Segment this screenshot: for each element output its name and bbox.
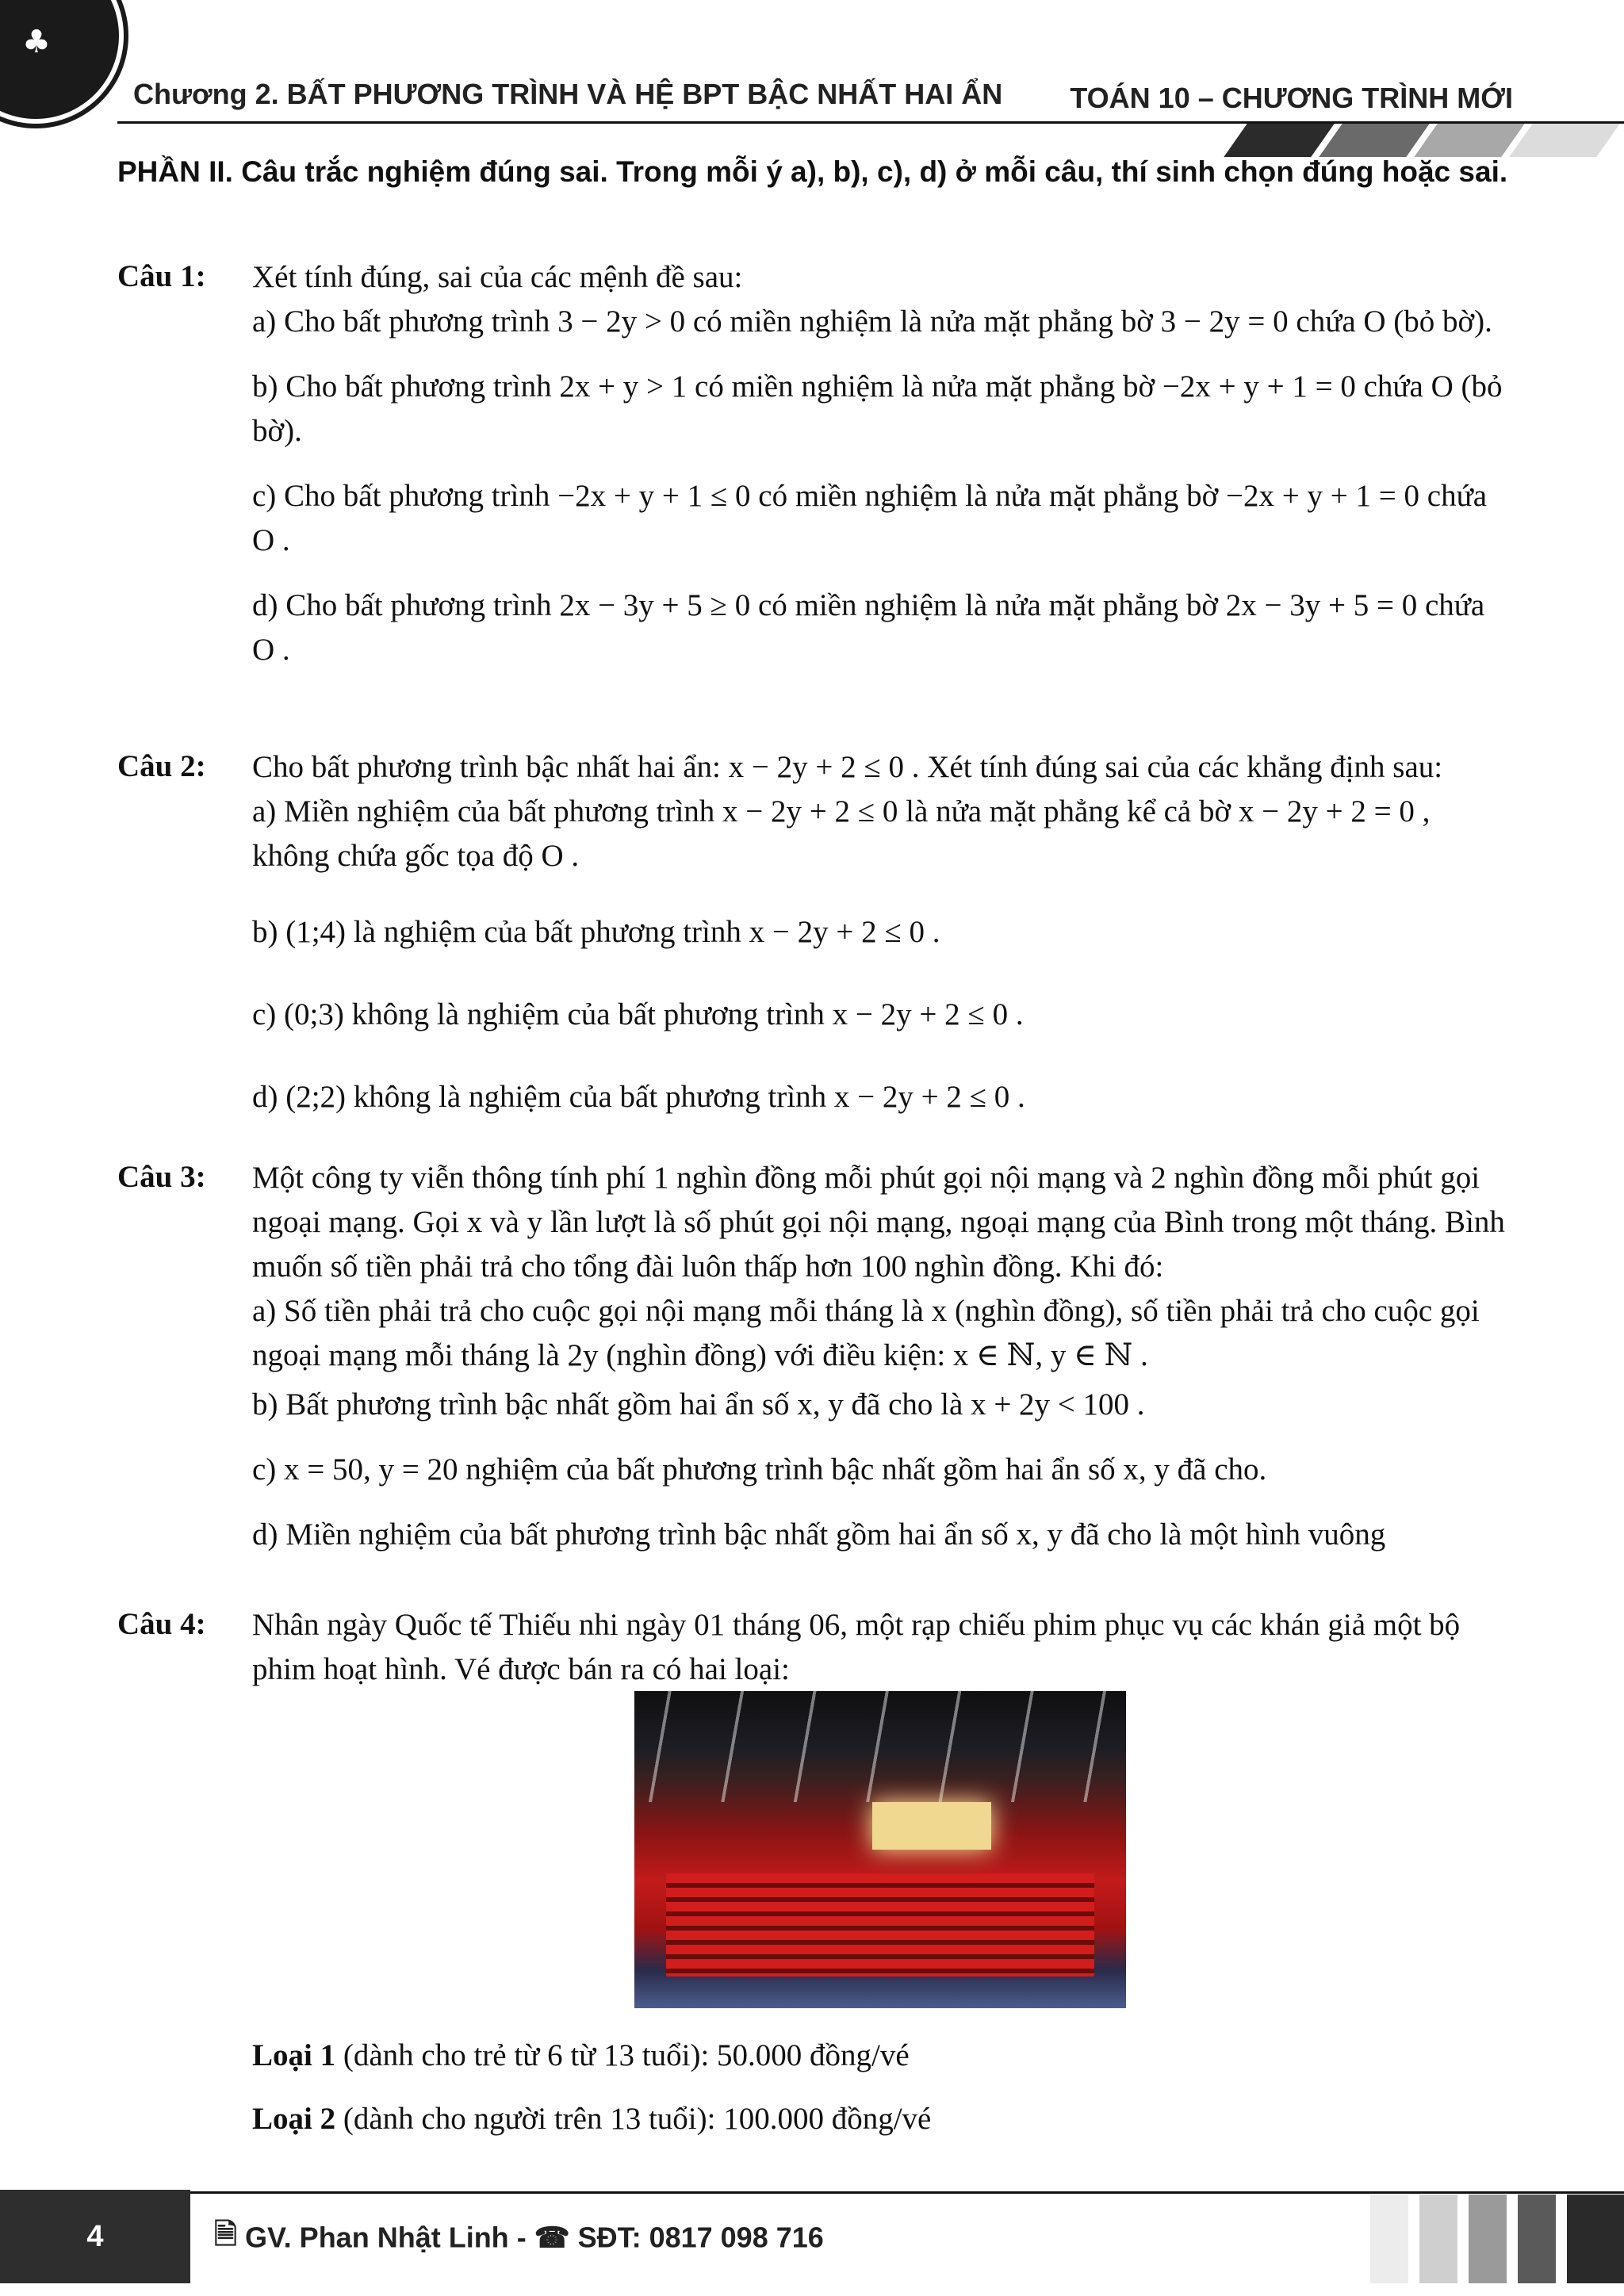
question-3-a: a) Số tiền phải trả cho cuộc gọi nội mạng mỗi tháng là x (nghìn đồng), số tiền phải trả cho cuộc gọi ngoại mạng mỗi tháng là 2y (nghìn đồng) với điều kiện: x ∈ ℕ, y ∈ ℕ . xyxy=(252,1294,1480,1372)
course-title: TOÁN 10 – CHƯƠNG TRÌNH MỚI xyxy=(1070,82,1513,114)
ticket-type-2 xyxy=(252,2097,1513,2141)
question-3-intro: Một công ty viễn thông tính phí 1 nghìn đồng mỗi phút gọi nội mạng và 2 nghìn đồng mỗi phút gọi ngoại mạng. Gọi x và y lần lượt là số phút gọi nội mạng, ngoại mạng của Bình trong một tháng. Bình muốn số tiền phải trả cho tổng đài luôn thấp hơn 100 nghìn đồng. Khi đó: xyxy=(252,1161,1505,1284)
tree-icon: ♣ xyxy=(22,24,51,60)
question-3-c: c) x = 50, y = 20 nghiệm của bất phương trình bậc nhất gồm hai ẩn số x, y đã cho. xyxy=(252,1452,1267,1487)
ticket-type-2-text: (dành cho người trên 13 tuổi): 100.000 đồng/vé xyxy=(343,2102,932,2136)
question-2-d: d) (2;2) không là nghiệm của bất phương trình x − 2y + 2 ≤ 0 . xyxy=(252,1080,1025,1114)
question-3 xyxy=(252,1156,1513,1578)
footer-blocks xyxy=(1370,2195,1624,2283)
question-2-b: b) (1;4) là nghiệm của bất phương trình x − 2y + 2 ≤ 0 . xyxy=(252,915,940,949)
question-2-intro: Cho bất phương trình bậc nhất hai ẩn: x − 2y + 2 ≤ 0 . Xét tính đúng sai của các khẳng định sau: xyxy=(252,750,1443,784)
question-1-label: Câu 1: xyxy=(117,259,206,293)
question-1-intro: Xét tính đúng, sai của các mệnh đề sau: xyxy=(252,260,743,294)
ticket-types xyxy=(252,2034,1513,2162)
footer-separator: - xyxy=(516,2221,527,2254)
question-1-b: b) Cho bất phương trình 2x + y > 1 có miền nghiệm là nửa mặt phẳng bờ −2x + y + 1 = 0 chứa O (bỏ bờ). xyxy=(252,369,1503,448)
footer-phone: SĐT: 0817 098 716 xyxy=(577,2221,824,2254)
question-4-label: Câu 4: xyxy=(117,1607,206,1641)
question-1-d: d) Cho bất phương trình 2x − 3y + 5 ≥ 0 có miền nghiệm là nửa mặt phẳng bờ 2x − 3y + 5 = 0 chứa O . xyxy=(252,588,1485,667)
footer-author: GV. Phan Nhật Linh xyxy=(244,2221,509,2254)
question-1-c: c) Cho bất phương trình −2x + y + 1 ≤ 0 có miền nghiệm là nửa mặt phẳng bờ −2x + y + 1 = 0 chứa O . xyxy=(252,479,1488,557)
question-3-label: Câu 3: xyxy=(117,1160,206,1194)
question-3-b: b) Bất phương trình bậc nhất gồm hai ẩn số x, y đã cho là x + 2y < 100 . xyxy=(252,1387,1145,1422)
footer-info xyxy=(214,2214,824,2262)
phone-icon: ☎ xyxy=(534,2221,570,2254)
question-2-c: c) (0;3) không là nghiệm của bất phương trình x − 2y + 2 ≤ 0 . xyxy=(252,997,1024,1031)
cinema-hall-image xyxy=(634,1691,1126,2008)
ticket-type-1-label: Loại 1 xyxy=(252,2038,336,2072)
ticket-type-1-text: (dành cho trẻ từ 6 từ 13 tuổi): 50.000 đồng/vé xyxy=(343,2038,910,2072)
question-2-label: Câu 2: xyxy=(117,749,206,783)
ticket-type-1 xyxy=(252,2034,1513,2078)
question-4-intro: Nhân ngày Quốc tế Thiếu nhi ngày 01 tháng 06, một rạp chiếu phim phục vụ các khán giả một bộ phim hoạt hình. Vé được bán ra có hai loại: xyxy=(252,1608,1461,1686)
question-2-a: a) Miền nghiệm của bất phương trình x − 2y + 2 ≤ 0 là nửa mặt phẳng kể cả bờ x − 2y + 2 = 0 , không chứa gốc tọa độ O . xyxy=(252,794,1431,873)
page-number: 4 xyxy=(0,2190,190,2283)
ceiling-lights xyxy=(634,1691,1126,1802)
seat-rows xyxy=(666,1873,1094,1976)
chapter-title: Chương 2. BẤT PHƯƠNG TRÌNH VÀ HỆ BPT BẬC NHẤT HAI ẨN xyxy=(133,78,1003,110)
document-icon: 🗎 xyxy=(214,2218,237,2250)
stage-screen xyxy=(872,1802,991,1850)
question-3-d: d) Miền nghiệm của bất phương trình bậc nhất gồm hai ẩn số x, y đã cho là một hình vuông xyxy=(252,1517,1386,1552)
question-4 xyxy=(252,1603,1513,1692)
question-2 xyxy=(252,745,1513,1140)
question-1-a: a) Cho bất phương trình 3 − 2y > 0 có miền nghiệm là nửa mặt phẳng bờ 3 − 2y = 0 chứa O (bỏ bờ). xyxy=(252,304,1492,339)
section-title: PHẦN II. Câu trắc nghiệm đúng sai. Trong mỗi ý a), b), c), d) ở mỗi câu, thí sinh chọn đúng hoặc sai. xyxy=(117,155,1508,188)
question-1 xyxy=(252,255,1513,693)
corner-logo xyxy=(0,0,119,119)
ticket-type-2-label: Loại 2 xyxy=(252,2102,336,2136)
footer-rule xyxy=(190,2191,1624,2194)
